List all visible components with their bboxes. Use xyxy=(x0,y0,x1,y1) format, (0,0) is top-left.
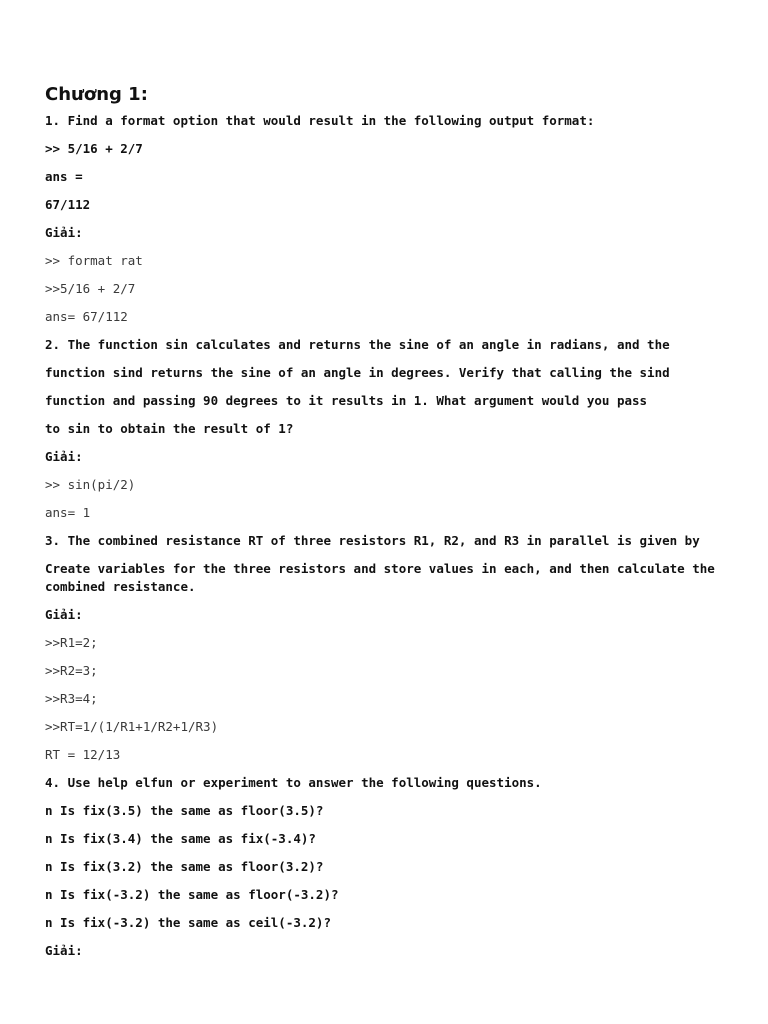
q3-code-line: >>R2=3; xyxy=(45,663,98,678)
q4-item: n Is fix(3.2) the same as floor(3.2)? xyxy=(45,859,324,874)
question-3-detail-line: combined resistance. xyxy=(45,579,196,594)
question-2-line: function sind returns the sine of an angle in degrees. Verify that calling the sind xyxy=(45,365,670,380)
q4-item: n Is fix(-3.2) the same as floor(-3.2)? xyxy=(45,887,339,902)
q2-code-line: >> sin(pi/2) xyxy=(45,477,136,492)
q1-example-input: >> 5/16 + 2/7 xyxy=(45,141,143,156)
q1-example-ans: ans = xyxy=(45,169,83,184)
q4-item: n Is fix(3.4) the same as fix(-3.4)? xyxy=(45,831,316,846)
q2-code-line: ans= 1 xyxy=(45,505,91,520)
q4-item: n Is fix(-3.2) the same as ceil(-3.2)? xyxy=(45,915,331,930)
q3-code-line: RT = 12/13 xyxy=(45,747,121,762)
q3-code-line: >>R1=2; xyxy=(45,635,98,650)
question-2-line: function and passing 90 degrees to it results in 1. What argument would you pass xyxy=(45,393,648,408)
q1-code-line: >>5/16 + 2/7 xyxy=(45,281,136,296)
q4-solution-label: Giải: xyxy=(45,943,83,958)
question-3: 3. The combined resistance RT of three resistors R1, R2, and R3 in parallel is given by xyxy=(45,533,700,548)
q1-example-value: 67/112 xyxy=(45,197,91,212)
q1-code-line: ans= 67/112 xyxy=(45,309,128,324)
q3-solution-label: Giải: xyxy=(45,607,83,622)
q1-code-line: >> format rat xyxy=(45,253,143,268)
chapter-title: Chương 1: xyxy=(45,84,148,105)
question-4: 4. Use help elfun or experiment to answer the following questions. xyxy=(45,775,542,790)
question-2-line: to sin to obtain the result of 1? xyxy=(45,421,294,436)
q3-code-line: >>R3=4; xyxy=(45,691,98,706)
document-page xyxy=(45,80,735,970)
question-2-line: 2. The function sin calculates and returns the sine of an angle in radians, and the xyxy=(45,337,670,352)
question-3-detail-line: Create variables for the three resistors and store values in each, and then calculate the xyxy=(45,561,715,576)
q4-item: n Is fix(3.5) the same as floor(3.5)? xyxy=(45,803,324,818)
question-1: 1. Find a format option that would result in the following output format: xyxy=(45,113,595,128)
q2-solution-label: Giải: xyxy=(45,449,83,464)
q3-code-line: >>RT=1/(1/R1+1/R2+1/R3) xyxy=(45,719,219,734)
q1-solution-label: Giải: xyxy=(45,225,83,240)
